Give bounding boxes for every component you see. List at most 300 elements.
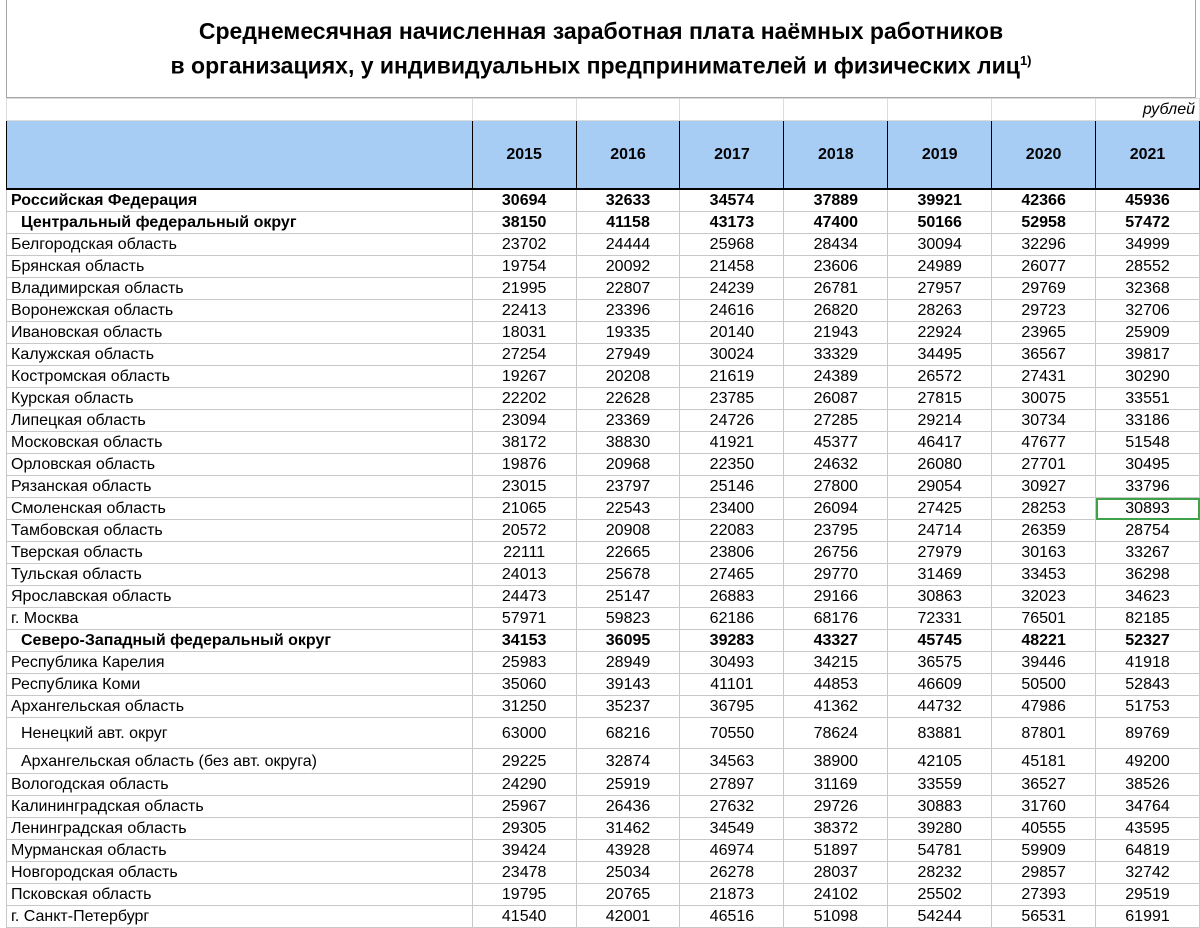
value-cell-2017[interactable]: 25146 xyxy=(680,476,784,498)
value-cell-2018[interactable]: 23795 xyxy=(784,520,888,542)
value-cell-2020[interactable]: 59909 xyxy=(992,840,1096,862)
value-cell-2017[interactable]: 26278 xyxy=(680,862,784,884)
value-cell-2016[interactable]: 20092 xyxy=(576,256,680,278)
header-year-2020[interactable]: 2020 xyxy=(992,121,1096,190)
region-name-cell[interactable]: Калининградская область xyxy=(7,796,473,818)
value-cell-2015[interactable]: 30694 xyxy=(472,189,576,212)
region-name-cell[interactable]: Российская Федерация xyxy=(7,189,473,212)
value-cell-2018[interactable]: 26094 xyxy=(784,498,888,520)
header-year-2017[interactable]: 2017 xyxy=(680,121,784,190)
value-cell-2020[interactable]: 36567 xyxy=(992,344,1096,366)
value-cell-2019[interactable]: 72331 xyxy=(888,608,992,630)
value-cell-2020[interactable]: 33453 xyxy=(992,564,1096,586)
value-cell-2017[interactable]: 62186 xyxy=(680,608,784,630)
value-cell-2017[interactable]: 41101 xyxy=(680,674,784,696)
value-cell-2018[interactable]: 28434 xyxy=(784,234,888,256)
value-cell-2020[interactable]: 30927 xyxy=(992,476,1096,498)
value-cell-2017[interactable]: 30493 xyxy=(680,652,784,674)
value-cell-2015[interactable]: 19267 xyxy=(472,366,576,388)
value-cell-2018[interactable]: 28037 xyxy=(784,862,888,884)
table-row xyxy=(7,608,1200,630)
value-cell-2021[interactable]: 30495 xyxy=(1096,454,1200,476)
value-cell-2021[interactable]: 43595 xyxy=(1096,818,1200,840)
header-region-cell[interactable] xyxy=(7,121,473,190)
value-cell-2019[interactable]: 45745 xyxy=(888,630,992,652)
value-cell-2020[interactable]: 87801 xyxy=(992,718,1096,749)
value-cell-2019[interactable]: 54244 xyxy=(888,906,992,928)
value-cell-2020[interactable]: 45181 xyxy=(992,749,1096,774)
value-cell-2020[interactable]: 36527 xyxy=(992,774,1096,796)
table-row xyxy=(7,696,1200,718)
value-cell-2015[interactable]: 24290 xyxy=(472,774,576,796)
value-cell-2015[interactable]: 25983 xyxy=(472,652,576,674)
value-cell-2016[interactable]: 22543 xyxy=(576,498,680,520)
value-cell-2019[interactable]: 46609 xyxy=(888,674,992,696)
value-cell-2019[interactable]: 42105 xyxy=(888,749,992,774)
value-cell-2017[interactable]: 34549 xyxy=(680,818,784,840)
region-name-cell[interactable]: Московская область xyxy=(7,432,473,454)
region-name-cell[interactable]: Тверская область xyxy=(7,542,473,564)
value-cell-2021[interactable]: 39817 xyxy=(1096,344,1200,366)
value-cell-2019[interactable]: 30094 xyxy=(888,234,992,256)
region-name-cell[interactable]: Рязанская область xyxy=(7,476,473,498)
value-cell-2015[interactable]: 22413 xyxy=(472,300,576,322)
value-cell-2018[interactable]: 23606 xyxy=(784,256,888,278)
value-cell-2021[interactable]: 82185 xyxy=(1096,608,1200,630)
region-name-cell[interactable]: Псковская область xyxy=(7,884,473,906)
region-name-cell[interactable]: Смоленская область xyxy=(7,498,473,520)
value-cell-2015[interactable]: 25967 xyxy=(472,796,576,818)
region-name-cell[interactable]: Липецкая область xyxy=(7,410,473,432)
value-cell-2016[interactable]: 23797 xyxy=(576,476,680,498)
value-cell-2018[interactable]: 78624 xyxy=(784,718,888,749)
table-row xyxy=(7,586,1200,608)
value-cell-2020[interactable]: 29769 xyxy=(992,278,1096,300)
value-cell-2016[interactable]: 28949 xyxy=(576,652,680,674)
value-cell-2017[interactable]: 21873 xyxy=(680,884,784,906)
value-cell-2021[interactable]: 32706 xyxy=(1096,300,1200,322)
value-cell-2016[interactable]: 22665 xyxy=(576,542,680,564)
selected-cell[interactable]: 30893 xyxy=(1096,498,1200,520)
value-cell-2019[interactable]: 27979 xyxy=(888,542,992,564)
value-cell-2015[interactable]: 29305 xyxy=(472,818,576,840)
table-row xyxy=(7,564,1200,586)
unit-label[interactable]: рублей xyxy=(1096,99,1200,121)
value-cell-2015[interactable]: 23702 xyxy=(472,234,576,256)
table-row xyxy=(7,796,1200,818)
value-cell-2019[interactable]: 31469 xyxy=(888,564,992,586)
value-cell-2020[interactable]: 47986 xyxy=(992,696,1096,718)
value-cell-2020[interactable]: 27701 xyxy=(992,454,1096,476)
value-cell-2020[interactable]: 32023 xyxy=(992,586,1096,608)
value-cell-2019[interactable]: 50166 xyxy=(888,212,992,234)
region-name-cell[interactable]: Орловская область xyxy=(7,454,473,476)
value-cell-2018[interactable]: 26756 xyxy=(784,542,888,564)
value-cell-2018[interactable]: 24102 xyxy=(784,884,888,906)
value-cell-2021[interactable]: 41918 xyxy=(1096,652,1200,674)
table-row xyxy=(7,840,1200,862)
value-cell-2019[interactable]: 27815 xyxy=(888,388,992,410)
table-row xyxy=(7,322,1200,344)
value-cell-2021[interactable]: 38526 xyxy=(1096,774,1200,796)
value-cell-2020[interactable]: 76501 xyxy=(992,608,1096,630)
value-cell-2019[interactable]: 44732 xyxy=(888,696,992,718)
value-cell-2019[interactable]: 46417 xyxy=(888,432,992,454)
value-cell-2021[interactable]: 51548 xyxy=(1096,432,1200,454)
value-cell-2021[interactable]: 25909 xyxy=(1096,322,1200,344)
value-cell-2016[interactable]: 25919 xyxy=(576,774,680,796)
value-cell-2019[interactable]: 26572 xyxy=(888,366,992,388)
value-cell-2020[interactable]: 31760 xyxy=(992,796,1096,818)
value-cell-2015[interactable]: 19795 xyxy=(472,884,576,906)
region-name-cell[interactable]: Ленинградская область xyxy=(7,818,473,840)
value-cell-2018[interactable]: 37889 xyxy=(784,189,888,212)
value-cell-2020[interactable]: 40555 xyxy=(992,818,1096,840)
value-cell-2016[interactable]: 20968 xyxy=(576,454,680,476)
value-cell-2020[interactable]: 23965 xyxy=(992,322,1096,344)
value-cell-2019[interactable]: 28232 xyxy=(888,862,992,884)
table-row xyxy=(7,818,1200,840)
region-name-cell[interactable]: Курская область xyxy=(7,388,473,410)
value-cell-2016[interactable]: 27949 xyxy=(576,344,680,366)
value-cell-2015[interactable]: 41540 xyxy=(472,906,576,928)
value-cell-2020[interactable]: 26077 xyxy=(992,256,1096,278)
header-year-2018[interactable]: 2018 xyxy=(784,121,888,190)
table-row xyxy=(7,476,1200,498)
value-cell-2016[interactable]: 32874 xyxy=(576,749,680,774)
value-cell-2015[interactable]: 63000 xyxy=(472,718,576,749)
value-cell-2017[interactable]: 70550 xyxy=(680,718,784,749)
region-name-cell[interactable]: Воронежская область xyxy=(7,300,473,322)
value-cell-2021[interactable]: 57472 xyxy=(1096,212,1200,234)
value-cell-2016[interactable]: 22628 xyxy=(576,388,680,410)
value-cell-2019[interactable]: 39921 xyxy=(888,189,992,212)
value-cell-2020[interactable]: 47677 xyxy=(992,432,1096,454)
region-name-cell[interactable]: Республика Карелия xyxy=(7,652,473,674)
value-cell-2017[interactable]: 23806 xyxy=(680,542,784,564)
value-cell-2015[interactable]: 19754 xyxy=(472,256,576,278)
value-cell-2021[interactable]: 30290 xyxy=(1096,366,1200,388)
table-row xyxy=(7,234,1200,256)
value-cell-2020[interactable]: 30075 xyxy=(992,388,1096,410)
value-cell-2021[interactable]: 34999 xyxy=(1096,234,1200,256)
value-cell-2015[interactable]: 29225 xyxy=(472,749,576,774)
value-cell-2018[interactable]: 33329 xyxy=(784,344,888,366)
value-cell-2017[interactable]: 27897 xyxy=(680,774,784,796)
value-cell-2020[interactable]: 30734 xyxy=(992,410,1096,432)
value-cell-2016[interactable]: 25678 xyxy=(576,564,680,586)
value-cell-2018[interactable]: 26820 xyxy=(784,300,888,322)
value-cell-2016[interactable]: 59823 xyxy=(576,608,680,630)
value-cell-2018[interactable]: 38900 xyxy=(784,749,888,774)
value-cell-2016[interactable]: 20765 xyxy=(576,884,680,906)
value-cell-2018[interactable]: 51897 xyxy=(784,840,888,862)
value-cell-2021[interactable]: 34764 xyxy=(1096,796,1200,818)
value-cell-2015[interactable]: 39424 xyxy=(472,840,576,862)
region-name-cell[interactable]: Ивановская область xyxy=(7,322,473,344)
value-cell-2017[interactable]: 22350 xyxy=(680,454,784,476)
value-cell-2015[interactable]: 38150 xyxy=(472,212,576,234)
value-cell-2017[interactable]: 34563 xyxy=(680,749,784,774)
region-name-cell[interactable]: Белгородская область xyxy=(7,234,473,256)
value-cell-2021[interactable]: 33186 xyxy=(1096,410,1200,432)
value-cell-2016[interactable]: 23396 xyxy=(576,300,680,322)
value-cell-2019[interactable]: 22924 xyxy=(888,322,992,344)
value-cell-2018[interactable]: 68176 xyxy=(784,608,888,630)
value-cell-2017[interactable]: 43173 xyxy=(680,212,784,234)
value-cell-2016[interactable]: 39143 xyxy=(576,674,680,696)
value-cell-2019[interactable]: 29214 xyxy=(888,410,992,432)
value-cell-2016[interactable]: 38830 xyxy=(576,432,680,454)
value-cell-2017[interactable]: 24726 xyxy=(680,410,784,432)
header-year-2021[interactable]: 2021 xyxy=(1096,121,1200,190)
value-cell-2017[interactable]: 24239 xyxy=(680,278,784,300)
value-cell-2015[interactable]: 22111 xyxy=(472,542,576,564)
value-cell-2019[interactable]: 29054 xyxy=(888,476,992,498)
region-name-cell[interactable]: Мурманская область xyxy=(7,840,473,862)
value-cell-2018[interactable]: 31169 xyxy=(784,774,888,796)
value-cell-2021[interactable]: 28552 xyxy=(1096,256,1200,278)
value-cell-2017[interactable]: 30024 xyxy=(680,344,784,366)
value-cell-2021[interactable]: 33796 xyxy=(1096,476,1200,498)
value-cell-2020[interactable]: 39446 xyxy=(992,652,1096,674)
table-row xyxy=(7,189,1200,212)
value-cell-2016[interactable]: 35237 xyxy=(576,696,680,718)
table-title[interactable] xyxy=(6,0,1196,98)
value-cell-2015[interactable]: 31250 xyxy=(472,696,576,718)
region-name-cell[interactable]: Брянская область xyxy=(7,256,473,278)
value-cell-2017[interactable]: 41921 xyxy=(680,432,784,454)
value-cell-2018[interactable]: 34215 xyxy=(784,652,888,674)
value-cell-2020[interactable]: 27393 xyxy=(992,884,1096,906)
value-cell-2015[interactable]: 21995 xyxy=(472,278,576,300)
value-cell-2021[interactable]: 32742 xyxy=(1096,862,1200,884)
value-cell-2017[interactable]: 46974 xyxy=(680,840,784,862)
table-row xyxy=(7,410,1200,432)
value-cell-2019[interactable]: 24714 xyxy=(888,520,992,542)
value-cell-2021[interactable]: 64819 xyxy=(1096,840,1200,862)
table-row xyxy=(7,388,1200,410)
value-cell-2018[interactable]: 29166 xyxy=(784,586,888,608)
value-cell-2020[interactable]: 27431 xyxy=(992,366,1096,388)
region-name-cell[interactable]: Северо-Западный федеральный округ xyxy=(7,630,473,652)
value-cell-2019[interactable]: 28263 xyxy=(888,300,992,322)
value-cell-2020[interactable]: 26359 xyxy=(992,520,1096,542)
value-cell-2020[interactable]: 42366 xyxy=(992,189,1096,212)
region-name-cell[interactable]: Ненецкий авт. округ xyxy=(7,718,473,749)
region-name-cell[interactable]: Республика Коми xyxy=(7,674,473,696)
value-cell-2017[interactable]: 36795 xyxy=(680,696,784,718)
value-cell-2018[interactable]: 27285 xyxy=(784,410,888,432)
value-cell-2018[interactable]: 21943 xyxy=(784,322,888,344)
value-cell-2018[interactable]: 26087 xyxy=(784,388,888,410)
value-cell-2015[interactable]: 27254 xyxy=(472,344,576,366)
value-cell-2021[interactable]: 32368 xyxy=(1096,278,1200,300)
table-row xyxy=(7,774,1200,796)
value-cell-2019[interactable]: 34495 xyxy=(888,344,992,366)
value-cell-2015[interactable]: 24013 xyxy=(472,564,576,586)
value-cell-2016[interactable]: 22807 xyxy=(576,278,680,300)
region-name-cell[interactable]: Архангельская область xyxy=(7,696,473,718)
value-cell-2019[interactable]: 33559 xyxy=(888,774,992,796)
value-cell-2018[interactable]: 24632 xyxy=(784,454,888,476)
value-cell-2015[interactable]: 23015 xyxy=(472,476,576,498)
value-cell-2016[interactable]: 25034 xyxy=(576,862,680,884)
region-name-cell[interactable]: Ярославская область xyxy=(7,586,473,608)
value-cell-2017[interactable]: 23785 xyxy=(680,388,784,410)
value-cell-2017[interactable]: 24616 xyxy=(680,300,784,322)
value-cell-2018[interactable]: 44853 xyxy=(784,674,888,696)
value-cell-2016[interactable]: 20208 xyxy=(576,366,680,388)
value-cell-2018[interactable]: 41362 xyxy=(784,696,888,718)
value-cell-2021[interactable]: 29519 xyxy=(1096,884,1200,906)
region-name-cell[interactable]: Костромская область xyxy=(7,366,473,388)
title-footnote: 1) xyxy=(1019,52,1032,68)
table-row xyxy=(7,498,1200,520)
region-name-cell[interactable]: Калужская область xyxy=(7,344,473,366)
value-cell-2021[interactable]: 28754 xyxy=(1096,520,1200,542)
value-cell-2015[interactable]: 23478 xyxy=(472,862,576,884)
value-cell-2021[interactable]: 34623 xyxy=(1096,586,1200,608)
value-cell-2018[interactable]: 27800 xyxy=(784,476,888,498)
value-cell-2018[interactable]: 45377 xyxy=(784,432,888,454)
value-cell-2017[interactable]: 20140 xyxy=(680,322,784,344)
value-cell-2019[interactable]: 39280 xyxy=(888,818,992,840)
header-year-2019[interactable]: 2019 xyxy=(888,121,992,190)
value-cell-2021[interactable]: 33551 xyxy=(1096,388,1200,410)
value-cell-2015[interactable]: 18031 xyxy=(472,322,576,344)
value-cell-2017[interactable]: 22083 xyxy=(680,520,784,542)
value-cell-2020[interactable]: 28253 xyxy=(992,498,1096,520)
header-year-2015[interactable]: 2015 xyxy=(472,121,576,190)
value-cell-2021[interactable]: 45936 xyxy=(1096,189,1200,212)
value-cell-2016[interactable]: 43928 xyxy=(576,840,680,862)
value-cell-2018[interactable]: 51098 xyxy=(784,906,888,928)
region-name-cell[interactable]: Владимирская область xyxy=(7,278,473,300)
value-cell-2017[interactable]: 23400 xyxy=(680,498,784,520)
value-cell-2018[interactable]: 29770 xyxy=(784,564,888,586)
value-cell-2017[interactable]: 26883 xyxy=(680,586,784,608)
value-cell-2021[interactable]: 51753 xyxy=(1096,696,1200,718)
table-row xyxy=(7,674,1200,696)
value-cell-2016[interactable]: 31462 xyxy=(576,818,680,840)
value-cell-2017[interactable]: 21458 xyxy=(680,256,784,278)
value-cell-2015[interactable]: 24473 xyxy=(472,586,576,608)
value-cell-2018[interactable]: 47400 xyxy=(784,212,888,234)
value-cell-2019[interactable]: 24989 xyxy=(888,256,992,278)
value-cell-2016[interactable]: 68216 xyxy=(576,718,680,749)
region-name-cell[interactable]: Центральный федеральный округ xyxy=(7,212,473,234)
value-cell-2020[interactable]: 29857 xyxy=(992,862,1096,884)
value-cell-2017[interactable]: 39283 xyxy=(680,630,784,652)
value-cell-2019[interactable]: 30883 xyxy=(888,796,992,818)
value-cell-2016[interactable]: 25147 xyxy=(576,586,680,608)
table-row xyxy=(7,749,1200,774)
value-cell-2019[interactable]: 83881 xyxy=(888,718,992,749)
value-cell-2019[interactable]: 54781 xyxy=(888,840,992,862)
value-cell-2017[interactable]: 27465 xyxy=(680,564,784,586)
value-cell-2020[interactable]: 56531 xyxy=(992,906,1096,928)
value-cell-2015[interactable]: 20572 xyxy=(472,520,576,542)
value-cell-2019[interactable]: 27425 xyxy=(888,498,992,520)
region-name-cell[interactable]: Тамбовская область xyxy=(7,520,473,542)
region-name-cell[interactable]: г. Москва xyxy=(7,608,473,630)
region-name-cell[interactable]: Вологодская область xyxy=(7,774,473,796)
value-cell-2017[interactable]: 34574 xyxy=(680,189,784,212)
value-cell-2020[interactable]: 50500 xyxy=(992,674,1096,696)
table-row xyxy=(7,542,1200,564)
region-name-cell[interactable]: Тульская область xyxy=(7,564,473,586)
value-cell-2019[interactable]: 26080 xyxy=(888,454,992,476)
value-cell-2015[interactable]: 34153 xyxy=(472,630,576,652)
value-cell-2016[interactable]: 32633 xyxy=(576,189,680,212)
value-cell-2021[interactable]: 89769 xyxy=(1096,718,1200,749)
value-cell-2021[interactable]: 33267 xyxy=(1096,542,1200,564)
value-cell-2019[interactable]: 36575 xyxy=(888,652,992,674)
value-cell-2015[interactable]: 57971 xyxy=(472,608,576,630)
value-cell-2015[interactable]: 21065 xyxy=(472,498,576,520)
value-cell-2019[interactable]: 30863 xyxy=(888,586,992,608)
value-cell-2021[interactable]: 52327 xyxy=(1096,630,1200,652)
value-cell-2016[interactable]: 23369 xyxy=(576,410,680,432)
value-cell-2019[interactable]: 27957 xyxy=(888,278,992,300)
header-year-2016[interactable]: 2016 xyxy=(576,121,680,190)
value-cell-2015[interactable]: 19876 xyxy=(472,454,576,476)
value-cell-2020[interactable]: 52958 xyxy=(992,212,1096,234)
value-cell-2016[interactable]: 24444 xyxy=(576,234,680,256)
value-cell-2016[interactable]: 41158 xyxy=(576,212,680,234)
value-cell-2020[interactable]: 29723 xyxy=(992,300,1096,322)
value-cell-2016[interactable]: 42001 xyxy=(576,906,680,928)
value-cell-2017[interactable]: 25968 xyxy=(680,234,784,256)
unit-row xyxy=(7,99,1200,121)
region-name-cell[interactable]: г. Санкт-Петербург xyxy=(7,906,473,928)
title-line-2: в организациях, у индивидуальных предпринимателей и физических лиц$^{1)}$ xyxy=(170,52,1032,79)
value-cell-2017[interactable]: 21619 xyxy=(680,366,784,388)
value-cell-2016[interactable]: 19335 xyxy=(576,322,680,344)
value-cell-2018[interactable]: 24389 xyxy=(784,366,888,388)
value-cell-2016[interactable]: 26436 xyxy=(576,796,680,818)
value-cell-2021[interactable]: 61991 xyxy=(1096,906,1200,928)
value-cell-2018[interactable]: 29726 xyxy=(784,796,888,818)
value-cell-2018[interactable]: 43327 xyxy=(784,630,888,652)
value-cell-2015[interactable]: 23094 xyxy=(472,410,576,432)
value-cell-2020[interactable]: 48221 xyxy=(992,630,1096,652)
value-cell-2020[interactable]: 30163 xyxy=(992,542,1096,564)
value-cell-2018[interactable]: 38372 xyxy=(784,818,888,840)
value-cell-2020[interactable]: 32296 xyxy=(992,234,1096,256)
value-cell-2015[interactable]: 38172 xyxy=(472,432,576,454)
value-cell-2018[interactable]: 26781 xyxy=(784,278,888,300)
region-name-cell[interactable]: Новгородская область xyxy=(7,862,473,884)
region-name-cell[interactable]: Архангельская область (без авт. округа) xyxy=(7,749,473,774)
table-row xyxy=(7,652,1200,674)
value-cell-2016[interactable]: 36095 xyxy=(576,630,680,652)
value-cell-2019[interactable]: 25502 xyxy=(888,884,992,906)
value-cell-2017[interactable]: 46516 xyxy=(680,906,784,928)
value-cell-2015[interactable]: 22202 xyxy=(472,388,576,410)
value-cell-2016[interactable]: 20908 xyxy=(576,520,680,542)
table-row xyxy=(7,884,1200,906)
value-cell-2015[interactable]: 35060 xyxy=(472,674,576,696)
value-cell-2021[interactable]: 49200 xyxy=(1096,749,1200,774)
title-line-1: Среднемесячная начисленная заработная плата наёмных работников xyxy=(198,17,1004,44)
value-cell-2021[interactable]: 52843 xyxy=(1096,674,1200,696)
table-row xyxy=(7,278,1200,300)
value-cell-2017[interactable]: 27632 xyxy=(680,796,784,818)
table-row xyxy=(7,630,1200,652)
value-cell-2021[interactable]: 36298 xyxy=(1096,564,1200,586)
